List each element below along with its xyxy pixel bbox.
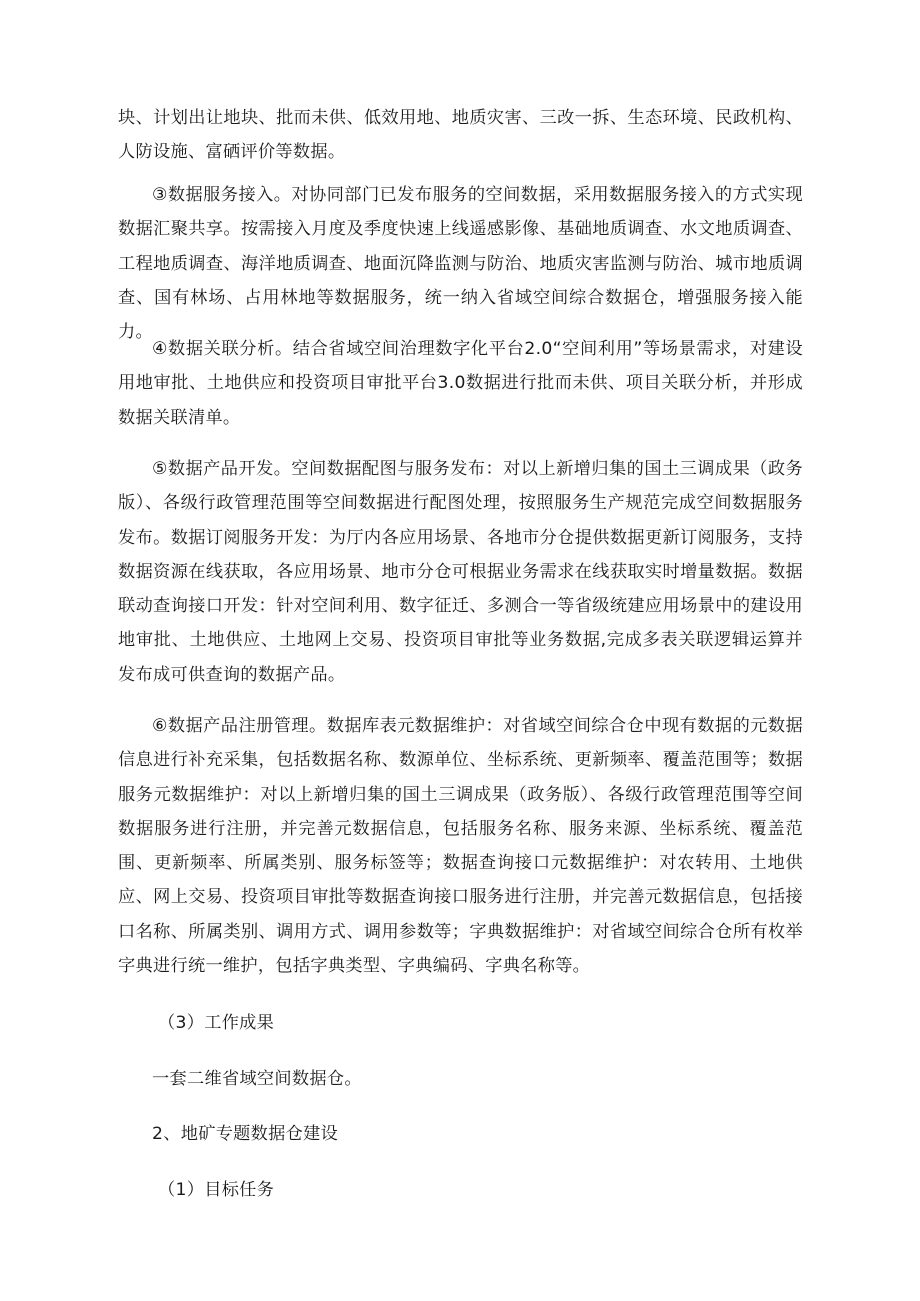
section-heading-mineral-data-warehouse: 2、地矿专题数据仓建设	[152, 1124, 339, 1144]
paragraph-continuation: 块、计划出让地块、批而未供、低效用地、地质灾害、三改一拆、生态环境、民政机构、人防设施、富硒评价等数据。	[118, 108, 803, 163]
section-heading-target-tasks: （1）目标任务	[158, 1180, 275, 1200]
work-results-text: 一套二维省域空间数据仓。	[152, 1069, 362, 1089]
paragraph-data-association-analysis: ④数据关联分析。结合省域空间治理数字化平台2.0“空间利用”等场景需求，对建设用地审批、土地供应和投资项目审批平台3.0数据进行批而未供、项目关联分析，并形成数据关联清单。	[118, 339, 803, 428]
paragraph-data-service-access: ③数据服务接入。对协同部门已发布服务的空间数据，采用数据服务接入的方式实现数据汇聚共享。按需接入月度及季度快速上线遥感影像、基础地质调查、水文地质调查、工程地质调查、海洋地质调查、地面沉降监测与防治、地质灾害监测与防治、城市地质调查、国有林场、占用林地等数据服务，统一纳入省域空间综合数据仓，增强服务接入能力。	[118, 185, 803, 343]
paragraph-data-product-development: ⑤数据产品开发。空间数据配图与服务发布：对以上新增归集的国土三调成果（政务版）、各级行政管理范围等空间数据进行配图处理，按照服务生产规范完成空间数据服务发布。数据订阅服务开发：为厅内各应用场景、各地市分仓提供数据更新订阅服务，支持数据资源在线获取，各应用场景、地市分仓可根据业务需求在线获取实时增量数据。数据联动查询接口开发：针对空间利用、数字征迁、多测合一等省级统建应用场景中的建设用地审批、土地供应、土地网上交易、投资项目审批等业务数据,完成多表关联逻辑运算并发布成可供查询的数据产品。	[118, 459, 803, 685]
section-heading-work-results: （3）工作成果	[158, 1013, 275, 1033]
paragraph-data-product-registration: ⑥数据产品注册管理。数据库表元数据维护：对省域空间综合仓中现有数据的元数据信息进行补充采集，包括数据名称、数源单位、坐标系统、更新频率、覆盖范围等；数据服务元数据维护：对以上新增归集的国土三调成果（政务版）、各级行政管理范围等空间数据服务进行注册，并完善元数据信息，包括服务名称、服务来源、坐标系统、覆盖范围、更新频率、所属类别、服务标签等；数据查询接口元数据维护：对农转用、土地供应、网上交易、投资项目审批等数据查询接口服务进行注册，并完善元数据信息，包括接口名称、所属类别、调用方式、调用参数等；字典数据维护：对省域空间综合仓所有枚举字典进行统一维护，包括字典类型、字典编码、字典名称等。	[118, 716, 803, 977]
